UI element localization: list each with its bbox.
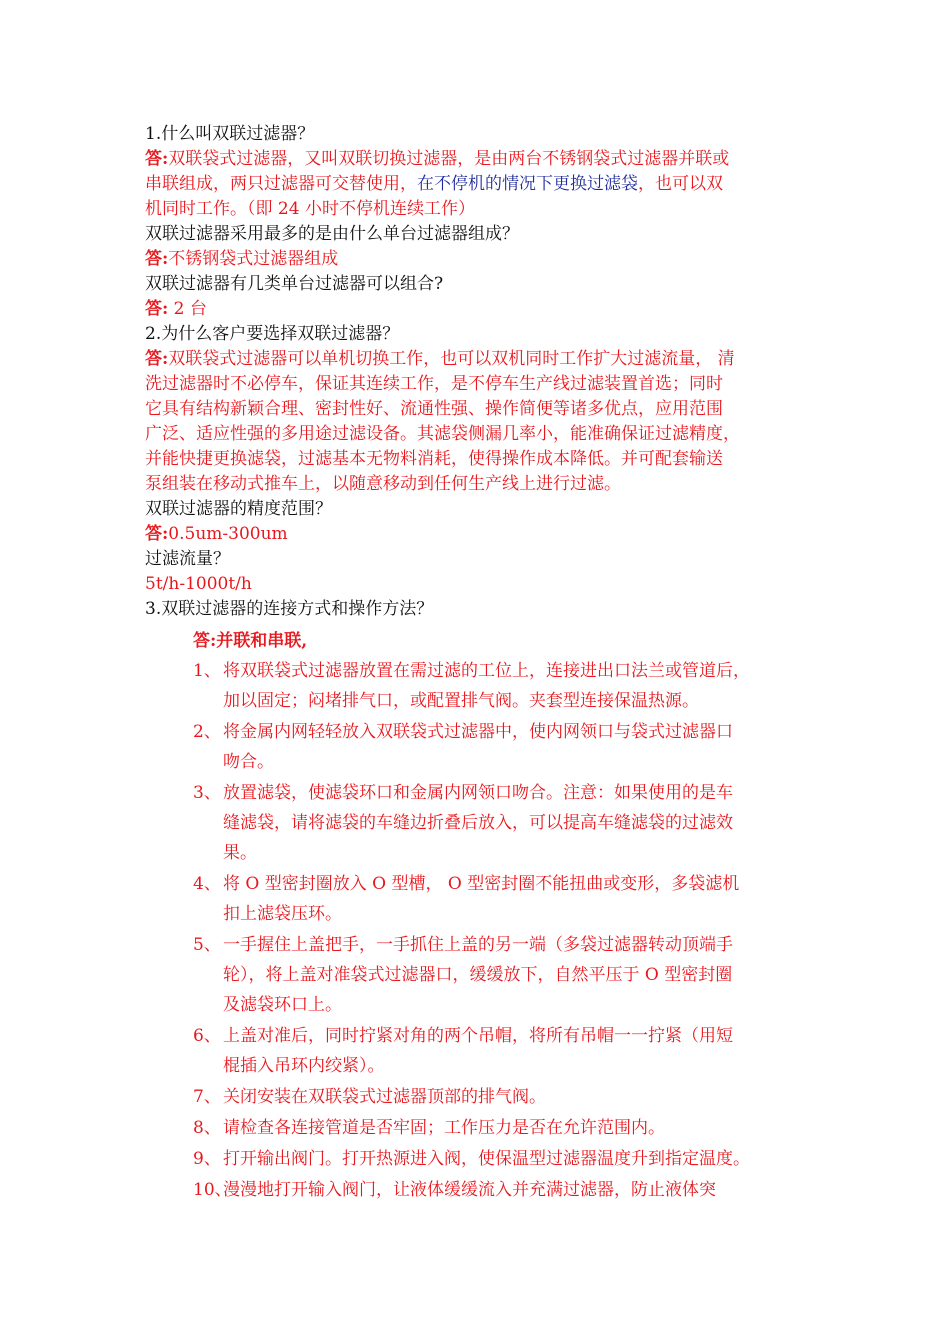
step-text-line: 吻合。 [223,752,274,772]
answer-label: 答: [145,249,169,269]
step-text-line: 关闭安装在双联袋式过滤器顶部的排气阀。 [223,1087,546,1107]
step-text [223,1175,813,1205]
step-item [193,1021,815,1081]
step-text-line: 缝滤袋，请将滤袋的车缝边折叠后放入，可以提高车缝滤袋的过滤效 [223,813,733,833]
step-text-line: 请检查各连接管道是否牢固；工作压力是否在允许范围内。 [223,1118,665,1138]
step-number: 7、 [193,1087,221,1107]
step-item [193,1113,815,1143]
question-1c: 双联过滤器有几类单台过滤器可以组合? [145,274,444,294]
step-number: 4、 [193,874,221,894]
step-text-line: 放置滤袋，使滤袋环口和金属内网领口吻合。注意：如果使用的是车 [223,783,733,803]
step-text-line: 漫漫地打开输入阀门，让液体缓缓流入并充满过滤器，防止液体突 [223,1180,716,1200]
step-number: 10、 [193,1180,232,1200]
question-2c: 过滤流量？ [145,549,230,569]
step-text-line: 打开输出阀门。打开热源进入阀，使保温型过滤器温度升到指定温度。 [223,1149,750,1169]
answer-1-line-2 [145,172,815,197]
answer-text: 双联袋式过滤器可以单机切换工作，也可以双机同时工作扩大过滤流量， 清 [168,349,735,369]
answer-2-line-3: 它具有结构新颖合理、密封性好、流通性强、操作简便等诸多优点，应用范围 [145,399,723,419]
answer-3-heading: 答:并联和串联, [193,631,308,651]
steps-list [193,656,815,1205]
answer-2-line-5: 并能快捷更换滤袋，过滤基本无物料消耗，使得操作成本降低。并可配套输送 [145,449,723,469]
step-item [193,1175,815,1205]
answer-text: 不锈钢袋式过滤器组成 [168,249,339,269]
question-2: 2.为什么客户要选择双联过滤器？ [145,324,400,344]
step-text-line: 果。 [223,843,257,863]
step-text [223,778,813,868]
step-text [223,869,813,929]
answer-text: 串联组成，两只过滤器可交替使用， [145,174,417,194]
step-number: 9、 [193,1149,221,1169]
step-item [193,869,815,929]
step-item [193,656,815,716]
step-text-line: 将 O 型密封圈放入 O 型槽， O 型密封圈不能扭曲或变形，多袋滤机 [223,874,740,894]
step-text [223,1021,813,1081]
answer-2-line-1 [145,347,815,372]
step-number: 1、 [193,661,221,681]
step-text-line: 扣上滤袋压环。 [223,904,342,924]
answer-text: 双联袋式过滤器，又叫双联切换过滤器，是由两台不锈钢袋式过滤器并联或 [168,149,730,169]
step-text [223,1082,813,1112]
step-text [223,656,813,716]
step-text [223,930,813,1020]
answer-2-line-6: 泵组装在移动式推车上，以随意移动到任何生产线上进行过滤。 [145,474,621,494]
operation-steps [193,626,815,1205]
step-text-line: 轮），将上盖对准袋式过滤器口，缓缓放下，自然平压于 O 型密封圈 [223,965,733,985]
step-item [193,717,815,777]
step-text-line: 及滤袋环口上。 [223,995,342,1015]
step-number: 2、 [193,722,221,742]
step-text-line: 棍插入吊环内绞紧）。 [223,1056,385,1076]
answer-label: 答: [145,349,169,369]
answer-2-line-4: 广泛、适应性强的多用途过滤设备。其滤袋侧漏几率小，能准确保证过滤精度， [145,424,740,444]
step-number: 3、 [193,783,221,803]
step-text-line: 将双联袋式过滤器放置在需过滤的工位上，连接进出口法兰或管道后， [223,661,750,681]
step-text-line: 将金属内网轻轻放入双联袋式过滤器中，使内网领口与袋式过滤器口 [223,722,733,742]
answer-text: ，也可以双 [638,174,723,194]
document-body [145,122,815,1206]
question-2b: 双联过滤器的精度范围？ [145,499,332,519]
step-text [223,1144,813,1174]
step-item [193,1082,815,1112]
answer-1-line-1 [145,147,815,172]
answer-text: 0.5um-300um [168,524,288,544]
step-item [193,930,815,1020]
step-item [193,1144,815,1174]
step-number: 8、 [193,1118,221,1138]
step-item [193,778,815,868]
answer-2-line-2: 洗过滤器时不必停车，保证其连续工作，是不停车生产线过滤装置首选；同时 [145,374,723,394]
answer-label: 答: [145,299,169,319]
answer-text: 2 台 [168,299,207,319]
step-text-line: 加以固定；闷堵排气口，或配置排气阀。夹套型连接保温热源。 [223,691,699,711]
question-1b: 双联过滤器采用最多的是由什么单台过滤器组成？ [145,224,519,244]
answer-1-line-3: 机同时工作。（即 24 小时不停机连续工作） [145,199,475,219]
answer-label: 答: [145,149,169,169]
step-number: 5、 [193,935,221,955]
highlighted-text: 在不停机的情况下更换过滤袋 [417,174,638,194]
answer-label: 答: [145,524,169,544]
step-text [223,1113,813,1143]
answer-2c: 5t/h-1000t/h [145,574,252,594]
step-number: 6、 [193,1026,221,1046]
step-text-line: 一手握住上盖把手，一手抓住上盖的另一端（多袋过滤器转动顶端手 [223,935,733,955]
question-1: 1.什么叫双联过滤器？ [145,124,315,144]
step-text-line: 上盖对准后，同时拧紧对角的两个吊帽，将所有吊帽一一拧紧（用短 [223,1026,733,1046]
step-text [223,717,813,777]
answer-2b [145,522,815,547]
answer-1c [145,297,815,322]
answer-1b [145,247,815,272]
question-3: 3.双联过滤器的连接方式和操作方法？ [145,599,434,619]
